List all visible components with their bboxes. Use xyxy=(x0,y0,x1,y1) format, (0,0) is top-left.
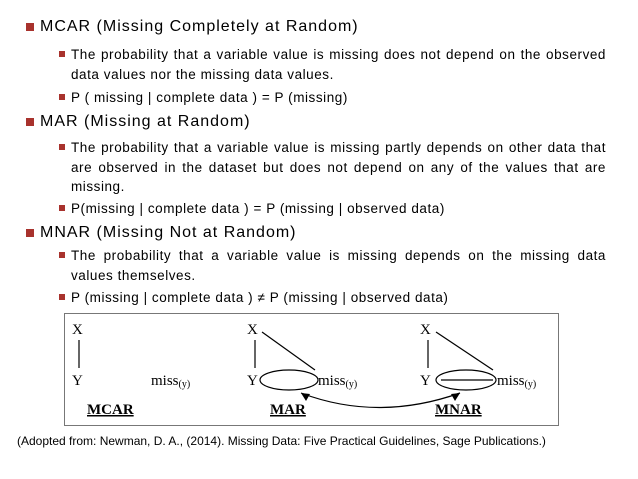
mnar-heading: MNAR (Missing Not at Random) xyxy=(40,223,297,243)
mar-heading: MAR (Missing at Random) xyxy=(40,112,251,132)
mar-x-miss-edge xyxy=(262,332,315,370)
square-bullet-icon xyxy=(59,51,65,57)
mar-panel-label: MAR xyxy=(270,402,306,418)
mar-definition: The probability that a variable value is missing partly depends on other data that are observed in the dataset but does not depend on any of the values that are missing. xyxy=(71,138,606,197)
mnar-formula: P (missing | complete data ) ≠ P (missing | observed data) xyxy=(71,288,606,308)
square-bullet-icon xyxy=(59,144,65,150)
mcar-x-node: X xyxy=(72,322,83,338)
mcar-panel-label: MCAR xyxy=(87,402,134,418)
mcar-y-node: Y xyxy=(72,373,83,389)
mcar-miss-node: miss(y) xyxy=(151,373,191,390)
square-bullet-icon xyxy=(59,252,65,258)
mcar-definition: The probability that a variable value is missing does not depend on the observed data values nor the missing data values. xyxy=(71,45,606,84)
square-bullet-icon xyxy=(26,229,34,237)
diagram-svg xyxy=(65,314,560,427)
arrowhead-left-icon xyxy=(301,393,310,401)
mnar-panel-label: MNAR xyxy=(435,402,482,418)
mnar-definition: The probability that a variable value is missing depends on the missing data values themselves. xyxy=(71,246,606,285)
square-bullet-icon xyxy=(59,294,65,300)
arrowhead-right-icon xyxy=(451,393,460,401)
mar-association-loop xyxy=(260,370,318,390)
mcar-heading: MCAR (Missing Completely at Random) xyxy=(40,17,359,37)
mnar-x-node: X xyxy=(420,322,431,338)
mar-miss-node: miss(y) xyxy=(318,373,358,390)
mnar-x-miss-edge xyxy=(436,332,493,370)
square-bullet-icon xyxy=(26,23,34,31)
figure-caption: (Adopted from: Newman, D. A., (2014). Missing Data: Five Practical Guidelines, Sage Publications.) xyxy=(17,434,546,448)
mnar-y-node: Y xyxy=(420,373,431,389)
mar-y-node: Y xyxy=(247,373,258,389)
missingness-diagram xyxy=(64,313,559,426)
mnar-miss-node: miss(y) xyxy=(497,373,537,390)
mcar-formula: P ( missing | complete data ) = P (missing) xyxy=(71,88,606,108)
square-bullet-icon xyxy=(59,205,65,211)
mar-x-node: X xyxy=(247,322,258,338)
square-bullet-icon xyxy=(26,118,34,126)
square-bullet-icon xyxy=(59,94,65,100)
mar-formula: P(missing | complete data ) = P (missing | observed data) xyxy=(71,199,606,219)
